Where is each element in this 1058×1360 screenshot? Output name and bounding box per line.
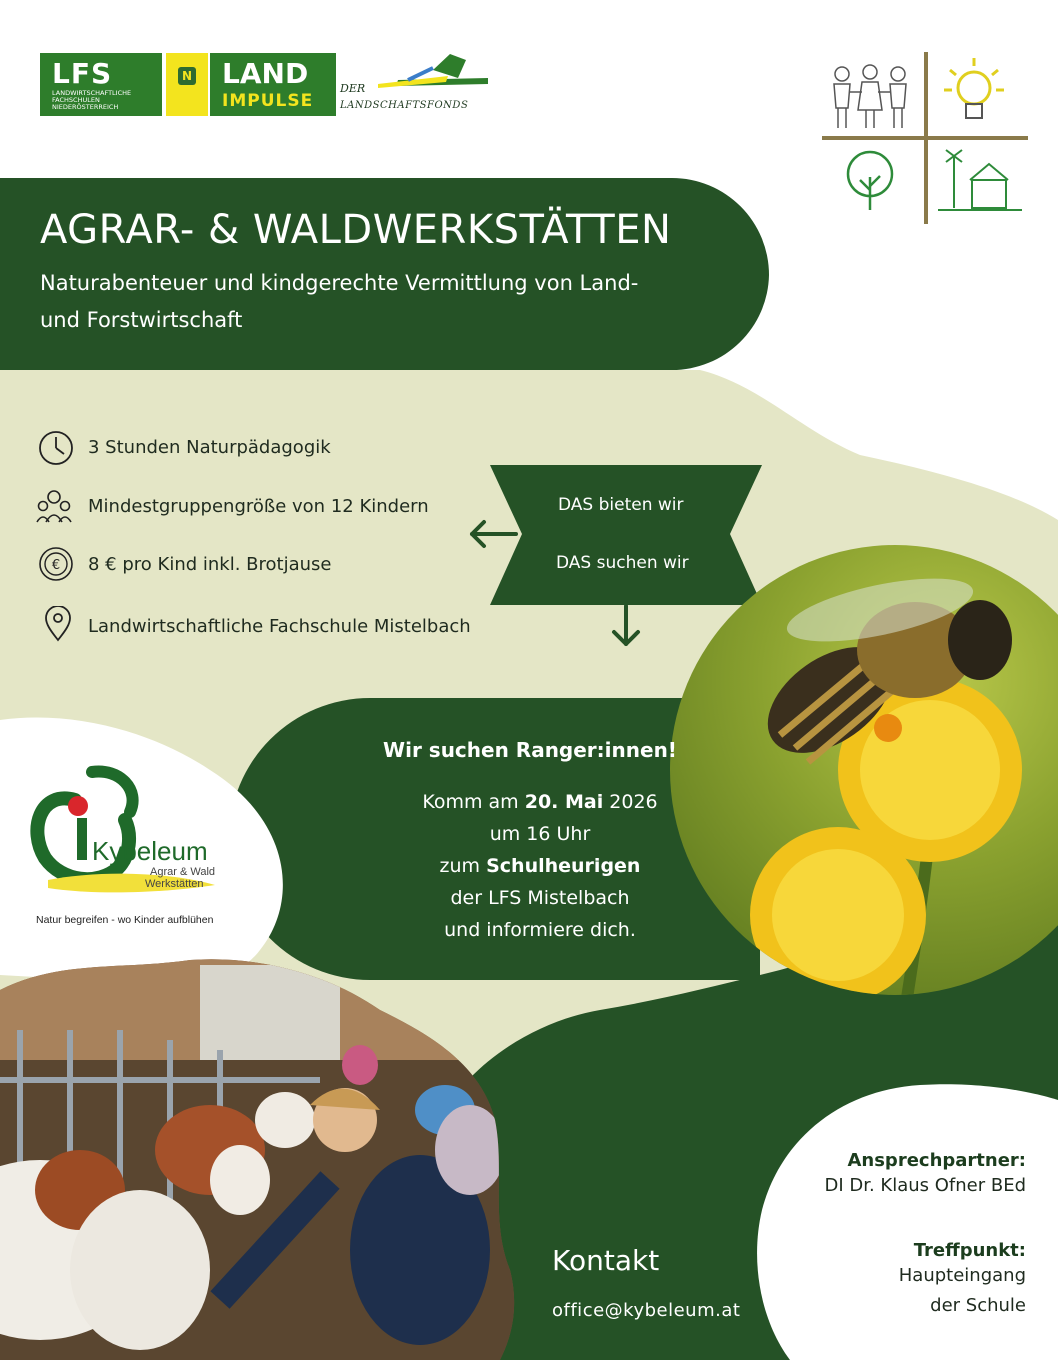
ranger-school-line: der LFS Mistelbach (450, 887, 630, 909)
lfs-logo (40, 53, 162, 116)
info-group-size: Mindestgruppengröße von 12 Kindern (88, 496, 429, 517)
partner-label: Ansprechpartner: (847, 1150, 1026, 1171)
noe-logo (166, 53, 208, 116)
euro-coin-icon (38, 546, 74, 582)
kybeleum-logo-name: Kybeleum (92, 836, 208, 866)
meeting-line2: der Schule (930, 1295, 1026, 1316)
partner-name: DI Dr. Klaus Ofner BEd (824, 1175, 1026, 1196)
contact-meeting-point (899, 1240, 1026, 1321)
kybeleum-tagline: Natur begreifen - wo Kinder aufblühen (36, 914, 214, 926)
ranger-heading: Wir suchen Ranger:innen! (383, 738, 677, 762)
info-price: 8 € pro Kind inkl. Brotjause (88, 554, 332, 575)
kybeleum-logo-sub1: Agrar & Wald (150, 866, 216, 878)
ribbon-offer-label: DAS bieten wir (558, 495, 684, 515)
svg-text:€: € (51, 558, 61, 573)
meeting-label: Treffpunkt: (913, 1240, 1026, 1261)
ranger-details (330, 786, 750, 946)
clock-icon (38, 430, 74, 466)
ribbon-shape (490, 465, 762, 605)
icon-grid (822, 52, 1028, 224)
ribbon-seek-label: DAS suchen wir (556, 553, 689, 573)
lfs-logo-text: LFS (52, 57, 113, 90)
tree-icon (848, 152, 892, 210)
kybeleum-logo-sub2: Werkstätten (145, 878, 204, 890)
ranger-time-line: um 16 Uhr (489, 823, 591, 845)
landimpulse-line2: IMPULSE (222, 91, 314, 111)
landimpulse-line1: LAND (222, 57, 309, 90)
contact-email-link[interactable]: office@kybeleum.at (552, 1300, 741, 1321)
info-location: Landwirtschaftliche Fachschule Mistelbach (88, 616, 471, 637)
location-pin-icon (40, 606, 76, 642)
fonds-logo-line2: LANDSCHAFTSFONDS (340, 100, 469, 111)
ranger-event-line: zum Schulheurigen (439, 855, 641, 877)
page-subtitle: Naturabenteuer und kindgerechte Vermittlung von Land- und Forstwirtschaft (40, 271, 639, 332)
fonds-logo-line1: DER (340, 82, 366, 95)
farm-icon (938, 150, 1022, 210)
lightbulb-icon (944, 58, 1004, 118)
ranger-info-line: und informiere dich. (444, 919, 636, 941)
noe-badge: N (178, 67, 196, 85)
group-icon (36, 488, 72, 524)
contact-partner (824, 1150, 1026, 1201)
page-title: AGRAR- & WALDWERKSTÄTTEN (40, 207, 672, 253)
landimpulse-logo (210, 53, 336, 116)
meeting-line1: Haupteingang (898, 1265, 1026, 1286)
info-duration: 3 Stunden Naturpädagogik (88, 437, 331, 458)
ranger-date-line: Komm am 20. Mai 2026 (422, 791, 658, 813)
contact-heading: Kontakt (552, 1244, 660, 1277)
lfs-logo-subtitle: LANDWIRTSCHAFTLICHE FACHSCHULEN NIEDERÖSTERREICH (52, 89, 132, 111)
children-holding-hands-icon (834, 65, 906, 128)
